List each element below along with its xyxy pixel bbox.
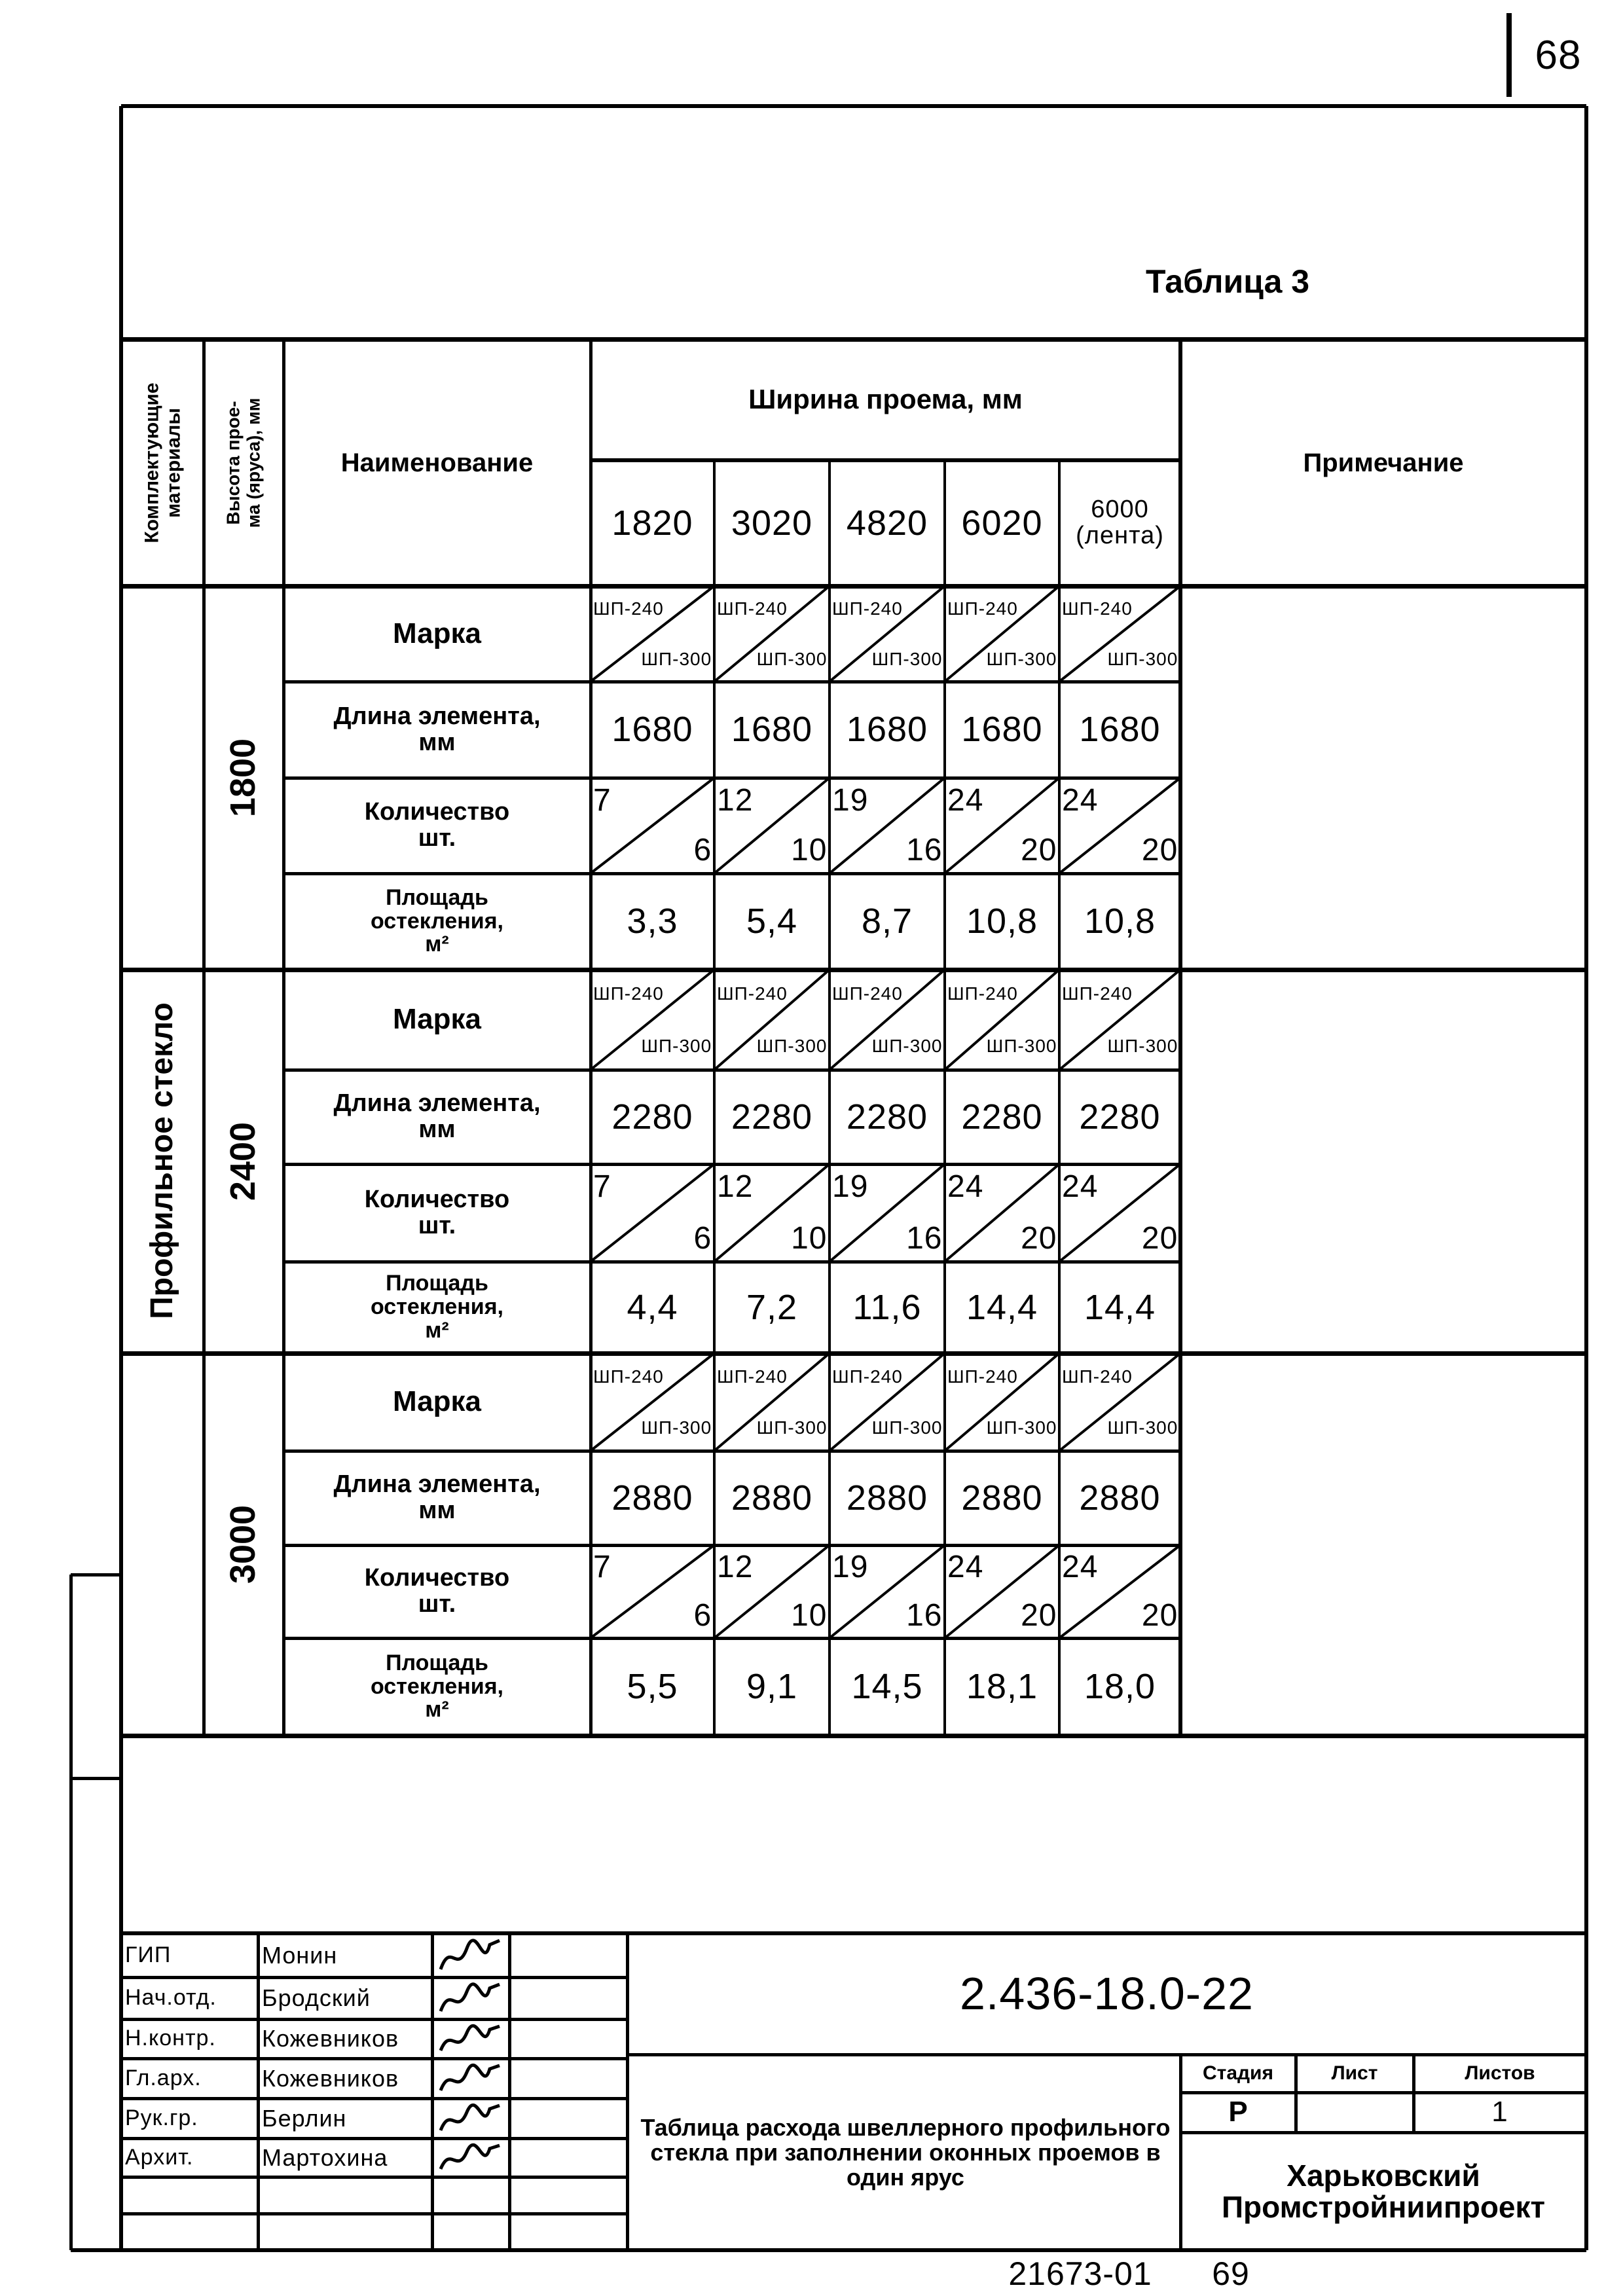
length-value: 2880 [731,1478,813,1518]
length-value: 1680 [731,710,813,750]
header-materials: Комплектующие материалы [141,382,184,543]
area-value: 14,4 [966,1287,1038,1327]
mark-bottom: ШП-300 [641,1036,712,1057]
qty-bottom: 16 [906,833,943,868]
organization: Харьковский Промстройниипроект [1221,2158,1546,2224]
frame-top [121,104,1586,108]
role-label: Архит. [125,2144,194,2170]
mark-bottom: ШП-300 [756,1036,828,1057]
qty-bottom: 20 [1021,1220,1057,1256]
qty-bottom: 10 [791,1598,828,1633]
stage-label: Стадия [1202,2062,1274,2085]
mark-bottom: ШП-300 [641,1417,712,1438]
length-value: 2280 [611,1097,693,1137]
row-label-mark: Марка [392,1003,482,1036]
header-width-2: 4820 [846,503,928,543]
mark-top: ШП-240 [717,1366,788,1387]
header-height: Высота прое- ма (яруса), мм [223,397,263,528]
row-label-qty: Количество шт. [364,1185,510,1239]
role-label: Рук.гр. [125,2105,198,2130]
qty-top: 12 [717,782,754,818]
title-col-line [508,1933,511,2250]
footer-code: 21673-01 [1008,2255,1152,2292]
qty-bottom: 20 [1021,833,1057,868]
footer-page: 69 [1212,2255,1250,2292]
title-col-line [257,1933,260,2250]
length-value: 1680 [1079,710,1161,750]
title-row-line [121,2212,627,2215]
mark-bottom: ШП-300 [641,648,712,669]
qty-bottom: 6 [693,833,712,868]
mark-top: ШП-240 [717,598,788,619]
mark-top: ШП-240 [832,1366,903,1387]
area-value: 5,4 [746,902,798,941]
area-value: 14,5 [851,1667,923,1707]
row-label-qty: Количество шт. [364,798,510,852]
person-name: Берлин [262,2104,347,2132]
qty-bottom: 20 [1141,833,1178,868]
mark-top: ШП-240 [832,598,903,619]
mark-top: ШП-240 [1062,598,1133,619]
margin-line [71,1573,121,1576]
mark-bottom: ШП-300 [871,1417,943,1438]
stage-value: Р [1228,2096,1248,2128]
area-value: 7,2 [746,1287,798,1327]
area-value: 9,1 [746,1667,798,1707]
mark-bottom: ШП-300 [1107,648,1178,669]
role-label: Гл.арх. [125,2065,202,2090]
qty-bottom: 16 [906,1598,943,1633]
margin-line [71,1777,121,1780]
qty-top: 7 [593,1169,611,1205]
opening-height: 2400 [223,1121,263,1201]
row-label-length: Длина элемента, мм [333,1470,541,1524]
sheet-label: Лист [1331,2062,1378,2085]
qty-top: 19 [832,1549,869,1584]
qty-top: 12 [717,1549,754,1584]
qty-bottom: 20 [1141,1598,1178,1633]
qty-bottom: 10 [791,1220,828,1256]
qty-top: 12 [717,1169,754,1205]
row-label-mark: Марка [392,617,482,649]
area-value: 10,8 [966,902,1038,941]
qty-bottom: 6 [693,1220,712,1256]
row-label-qty: Количество шт. [364,1564,510,1618]
area-value: 18,0 [1084,1667,1156,1707]
qty-top: 24 [947,1169,984,1205]
area-value: 4,4 [627,1287,678,1327]
area-value: 8,7 [861,902,913,941]
page-number: 68 [1535,33,1582,79]
opening-height: 1800 [223,738,263,818]
qty-top: 7 [593,782,611,818]
qty-top: 24 [1062,782,1099,818]
mark-bottom: ШП-300 [756,648,828,669]
length-value: 2280 [1079,1097,1161,1137]
length-value: 2880 [846,1478,928,1518]
signature [437,2102,503,2136]
mark-top: ШП-240 [1062,1366,1133,1387]
margin-line [69,1575,73,2250]
mark-top: ШП-240 [947,1366,1018,1387]
person-name: Кожевников [262,2064,399,2092]
qty-bottom: 20 [1141,1220,1178,1256]
header-width-title: Ширина проема, мм [748,384,1023,415]
mark-top: ШП-240 [593,1366,664,1387]
area-value: 3,3 [627,902,678,941]
title-col-line [431,1933,434,2250]
area-value: 10,8 [1084,902,1156,941]
qty-top: 7 [593,1549,611,1584]
qty-bottom: 10 [791,833,828,868]
title-row-line [121,2249,627,2252]
length-value: 2280 [961,1097,1043,1137]
mark-top: ШП-240 [593,983,664,1004]
mark-bottom: ШП-300 [986,648,1057,669]
person-name: Монин [262,1941,338,1969]
area-value: 11,6 [852,1287,922,1327]
opening-height: 3000 [223,1504,263,1584]
row-label-area: Площадь остекления, м² [370,1271,503,1343]
person-name: Кожевников [262,2025,399,2052]
length-value: 1680 [961,710,1043,750]
qty-bottom: 16 [906,1220,943,1256]
signature [437,2062,503,2096]
signature [437,1981,503,2016]
sheets-value: 1 [1491,2096,1508,2128]
header-width-0: 1820 [611,503,693,543]
qty-bottom: 6 [693,1598,712,1633]
mark-bottom: ШП-300 [986,1417,1057,1438]
mark-top: ШП-240 [717,983,788,1004]
qty-top: 24 [947,782,984,818]
person-name: Бродский [262,1984,371,2012]
length-value: 2280 [731,1097,813,1137]
length-value: 2280 [846,1097,928,1137]
mark-bottom: ШП-300 [986,1036,1057,1057]
signature [437,2023,503,2056]
mark-bottom: ШП-300 [871,1036,943,1057]
mark-bottom: ШП-300 [1107,1417,1178,1438]
signature [437,1937,503,1975]
header-width-3: 6020 [961,503,1043,543]
sheets-label: Листов [1465,2062,1535,2085]
mark-top: ШП-240 [947,983,1018,1004]
role-label: Н.контр. [125,2026,216,2051]
row-label-area: Площадь остекления, м² [370,884,503,957]
mark-bottom: ШП-300 [756,1417,828,1438]
row-label-area: Площадь остекления, м² [370,1650,503,1722]
page-number-divider [1506,13,1512,97]
row-label-length: Длина элемента, мм [333,1089,541,1143]
mark-top: ШП-240 [947,598,1018,619]
header-width-1: 3020 [731,503,813,543]
table-title: Таблица 3 [1146,263,1310,300]
row-label-length: Длина элемента, мм [333,702,541,756]
header-width-4: 6000 (лента) [1076,496,1164,549]
qty-top: 19 [832,1169,869,1205]
length-value: 1680 [611,710,693,750]
role-label: Нач.отд. [125,1985,217,2011]
qty-top: 24 [1062,1549,1099,1584]
area-value: 14,4 [1084,1287,1156,1327]
mark-top: ШП-240 [593,598,664,619]
header-name: Наименование [340,448,534,477]
material-label: Профильное стекло [144,1002,179,1319]
area-value: 5,5 [627,1667,678,1707]
length-value: 2880 [611,1478,693,1518]
document-number: 2.436-18.0-22 [960,1967,1254,2019]
row-label-mark: Марка [392,1385,482,1418]
qty-bottom: 20 [1021,1598,1057,1633]
person-name: Мартохина [262,2143,388,2171]
signature [437,2142,503,2174]
mark-top: ШП-240 [1062,983,1133,1004]
length-value: 1680 [846,710,928,750]
qty-top: 19 [832,782,869,818]
mark-bottom: ШП-300 [871,648,943,669]
document-title: Таблица расхода швеллерного профильного стекла при заполнении оконных проемов в один ярус [640,2114,1171,2191]
mark-top: ШП-240 [832,983,903,1004]
mark-bottom: ШП-300 [1107,1036,1178,1057]
header-note: Примечание [1303,448,1464,477]
area-value: 18,1 [966,1667,1038,1707]
length-value: 2880 [961,1478,1043,1518]
qty-top: 24 [947,1549,984,1584]
length-value: 2880 [1079,1478,1161,1518]
qty-top: 24 [1062,1169,1099,1205]
role-label: ГИП [125,1942,172,1967]
